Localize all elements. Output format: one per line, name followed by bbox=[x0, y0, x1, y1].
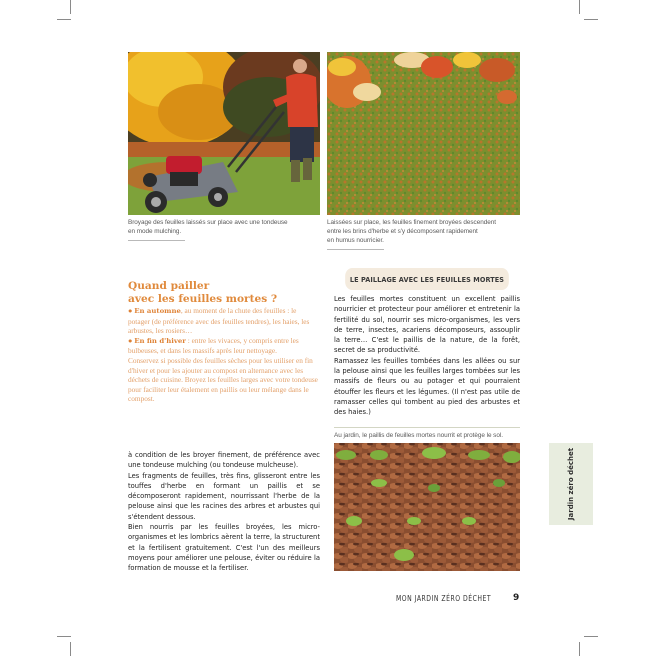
bullet-icon: ● bbox=[128, 335, 133, 345]
sidebar-body bbox=[128, 306, 320, 404]
sidebar-title-line: avec les feuilles mortes ? bbox=[128, 292, 278, 305]
sidebar-paragraph: Conservez si possible des feuilles sèches pour les utiliser en fin d'hiver et pour les ajouter au compost en alternance avec les déchets de cuisine. Broyez les feuilles larges avec votre tondeuse pour faciliter leur étalement en paillis ou leur mélange dans le compost. bbox=[128, 355, 318, 404]
caption-line: Laissées sur place, les feuilles finement broyées descendent bbox=[327, 219, 496, 226]
mulch-photo-illustration bbox=[334, 443, 520, 571]
crop-mark bbox=[579, 0, 580, 14]
caption-line: Broyage des feuilles laissés sur place avec une tondeuse bbox=[128, 219, 288, 226]
photo-mulch bbox=[334, 443, 520, 571]
body-paragraph: à condition de les broyer finement, de préférence avec une tondeuse mulching (ou tondeuse mulcheuse). bbox=[128, 451, 320, 470]
caption-rule bbox=[128, 240, 185, 241]
sidebar-title-line: Quand pailler bbox=[128, 280, 210, 292]
crop-mark bbox=[70, 0, 71, 14]
caption-rule bbox=[334, 427, 520, 428]
crop-mark bbox=[57, 636, 71, 637]
sidebar-item bbox=[128, 336, 320, 356]
body-paragraph: Les fragments de feuilles, très fins, glisseront entre les touffes d'herbe en formant un paillis et se décomposeront rapidement, nourrissant l'herbe de la pelouse ainsi que les racines des arbres et arbustes qui s'étendent dessous. bbox=[128, 471, 320, 521]
box-paragraph: Ramassez les feuilles tombées dans les allées ou sur la pelouse ainsi que les feuilles larges tombées sur les massifs de fleurs ou au potager et qui pourraient étouffer les fleurs et les légumes. (Il n'est pas utile de ramasser celles qui tombent au pied des arbustes et des haies.) bbox=[334, 356, 520, 417]
box-paragraph: Les feuilles mortes constituent un excellent paillis nourricier et protecteur pour améliorer et entretenir la fertilité du sol, nourrir ses micro-organismes, les vers de terre, insectes, acariens décomposeurs, assouplir la terre… C'est le paillis de la nature, de la forêt, secret de sa productivité. bbox=[334, 295, 520, 355]
photo-caption bbox=[128, 218, 323, 236]
caption-line: en mode mulching. bbox=[128, 228, 182, 235]
sidebar-item-text: : entre les vivaces, y compris entre les bulbeuses, et dans les massifs après leur nettoyage. bbox=[128, 335, 299, 356]
sidebar-title bbox=[128, 280, 318, 305]
sidebar-item-text: , au moment de la chute des feuilles : le potager (de préférence avec des feuilles tendres), les haies, les arbustes, les rosiers… bbox=[128, 306, 310, 336]
caption-line: en humus nourricier. bbox=[327, 237, 384, 244]
crop-mark bbox=[579, 642, 580, 656]
lawn-photo-illustration bbox=[327, 52, 520, 215]
photo-mower bbox=[128, 52, 320, 215]
crop-mark bbox=[57, 19, 71, 20]
side-tab-label: Jardin zéro déchet bbox=[567, 447, 575, 521]
crop-mark bbox=[70, 642, 71, 656]
box-body bbox=[334, 294, 520, 418]
body-paragraph: Bien nourris par les feuilles broyées, les micro-organismes et les lombrics aèrent la terre, la structurent et la fertilisent gratuitement. C'est l'un des meilleurs moyens pour améliorer une pelouse, éviter ou réduire la formation de mousse et la fertiliser. bbox=[128, 523, 320, 573]
photo-caption bbox=[327, 218, 522, 245]
section-side-tab bbox=[549, 443, 593, 525]
mower-photo-illustration bbox=[128, 52, 320, 215]
page-number: 9 bbox=[513, 593, 520, 603]
sidebar-item bbox=[128, 306, 320, 336]
caption-line: entre les brins d'herbe et s'y décomposent rapidement bbox=[327, 228, 478, 235]
photo-caption: Au jardin, le paillis de feuilles mortes nourrit et protège le sol. bbox=[334, 432, 503, 439]
box-title: LE PAILLAGE AVEC LES FEUILLES MORTES bbox=[345, 268, 509, 290]
crop-mark bbox=[584, 19, 598, 20]
bullet-icon: ● bbox=[128, 306, 133, 315]
caption-rule bbox=[327, 249, 384, 250]
crop-mark bbox=[584, 636, 598, 637]
running-footer: MON JARDIN ZÉRO DÉCHET bbox=[396, 594, 492, 603]
sidebar-item-label: En fin d'hiver bbox=[134, 336, 186, 345]
photo-lawn bbox=[327, 52, 520, 215]
left-body bbox=[128, 450, 320, 574]
sidebar-item-label: En automne bbox=[134, 307, 181, 315]
